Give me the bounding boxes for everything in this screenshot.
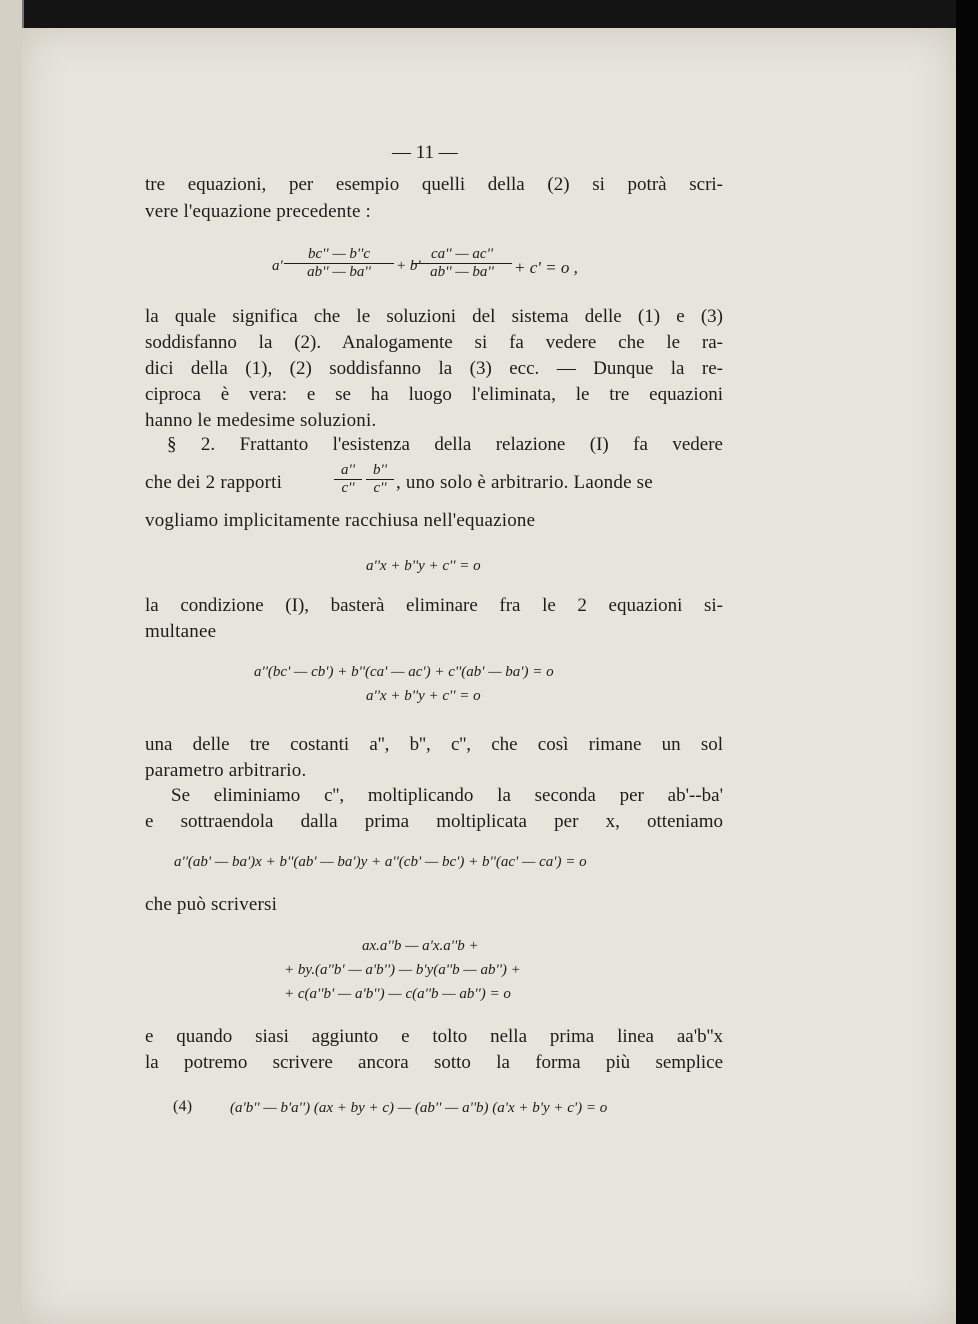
eq-main-t1-coef: a' (272, 258, 283, 274)
equation-line: a''x + b''y + c'' = o (366, 558, 481, 574)
text-line-4: soddisfanno la (2). Analogamente si fa vedere che le ra- (145, 332, 723, 353)
text-line-9b: , uno solo è arbitrario. Laonde se (396, 472, 653, 493)
expanded-line-1: ax.a''b — a'x.a''b + (362, 938, 479, 954)
eq-main-frac1-num: bc'' — b''c (284, 246, 394, 264)
system-eq-1: a''(bc' — cb') + b''(ca' — ac') + c''(ab' — ba') = o (254, 664, 554, 680)
eq-main-frac2-den: ab'' — ba'' (430, 264, 494, 280)
text-line-8: § 2. Frattanto l'esistenza della relazione (I) fa vedere (167, 434, 723, 455)
text-line-11: la condizione (I), basterà eliminare fra le 2 equazioni si- (145, 595, 723, 616)
text-line-3: la quale significa che le soluzioni del sistema delle (1) e (3) (145, 306, 723, 327)
text-line-2: vere l'equazione precedente : (145, 201, 372, 222)
text-line-6: ciproca è vera: e se ha luogo l'eliminata, le tre equazioni (145, 384, 723, 405)
eq-main-frac2 (412, 246, 512, 281)
eq-main-frac1-den: ab'' — ba'' (307, 264, 371, 280)
text-line-1: tre equazioni, per esempio quelli della (2) si potrà scri- (145, 174, 723, 195)
text-line-10: vogliamo implicitamente racchiusa nell'equazione (145, 510, 536, 531)
equation-4-label: (4) (173, 1098, 193, 1115)
expanded-line-2: + by.(a''b' — a'b'') — b'y(a''b — ab'') + (284, 962, 521, 978)
ratio-2-num: b'' (366, 462, 394, 480)
ratio-2 (366, 462, 394, 497)
eq-main-frac1 (284, 246, 394, 281)
ratio-1 (334, 462, 362, 497)
ratio-2-den: c'' (373, 480, 387, 496)
expanded-line-3: + c(a''b' — a'b'') — c(a''b — ab'') = o (284, 986, 511, 1002)
system-eq-2: a''x + b''y + c'' = o (366, 688, 481, 704)
text-line-7: hanno le medesime soluzioni. (145, 410, 377, 431)
right-dark-edge (956, 0, 978, 1324)
text-line-13: una delle tre costanti a'', b'', c'', che così rimane un sol (145, 734, 723, 755)
text-line-12: multanee (145, 621, 217, 642)
eq-main-tail: + c' = o , (514, 258, 578, 277)
text-line-5: dici della (1), (2) soddisfanno la (3) ecc. — Dunque la re- (145, 358, 723, 379)
text-line-17: che può scriversi (145, 894, 278, 915)
eq-main-plus1: + b' (396, 258, 421, 274)
text-line-15: Se eliminiamo c'', moltiplicando la seconda per ab'--ba' (171, 785, 723, 806)
text-line-18: e quando siasi aggiunto e tolto nella prima linea aa'b''x (145, 1026, 723, 1047)
ratio-1-den: c'' (341, 480, 355, 496)
ratio-1-num: a'' (334, 462, 362, 480)
left-page-strip (0, 0, 24, 1324)
text-line-9a: che dei 2 rapporti (145, 472, 283, 493)
text-line-16: e sottraendola dalla prima moltiplicata per x, otteniamo (145, 811, 723, 832)
page-number: — 11 — (392, 142, 458, 163)
text-line-19: la potremo scrivere ancora sotto la forma più semplice (145, 1052, 723, 1073)
text-line-14: parametro arbitrario. (145, 760, 307, 781)
equation-4: (a'b'' — b'a'') (ax + by + c) — (ab'' — a''b) (a'x + b'y + c') = o (230, 1100, 608, 1116)
eq-main-frac2-num: ca'' — ac'' (412, 246, 512, 264)
book-page (22, 28, 956, 1324)
elimination-equation: a''(ab' — ba')x + b''(ab' — ba')y + a''(cb' — bc') + b''(ac' — ca') = o (174, 854, 587, 870)
